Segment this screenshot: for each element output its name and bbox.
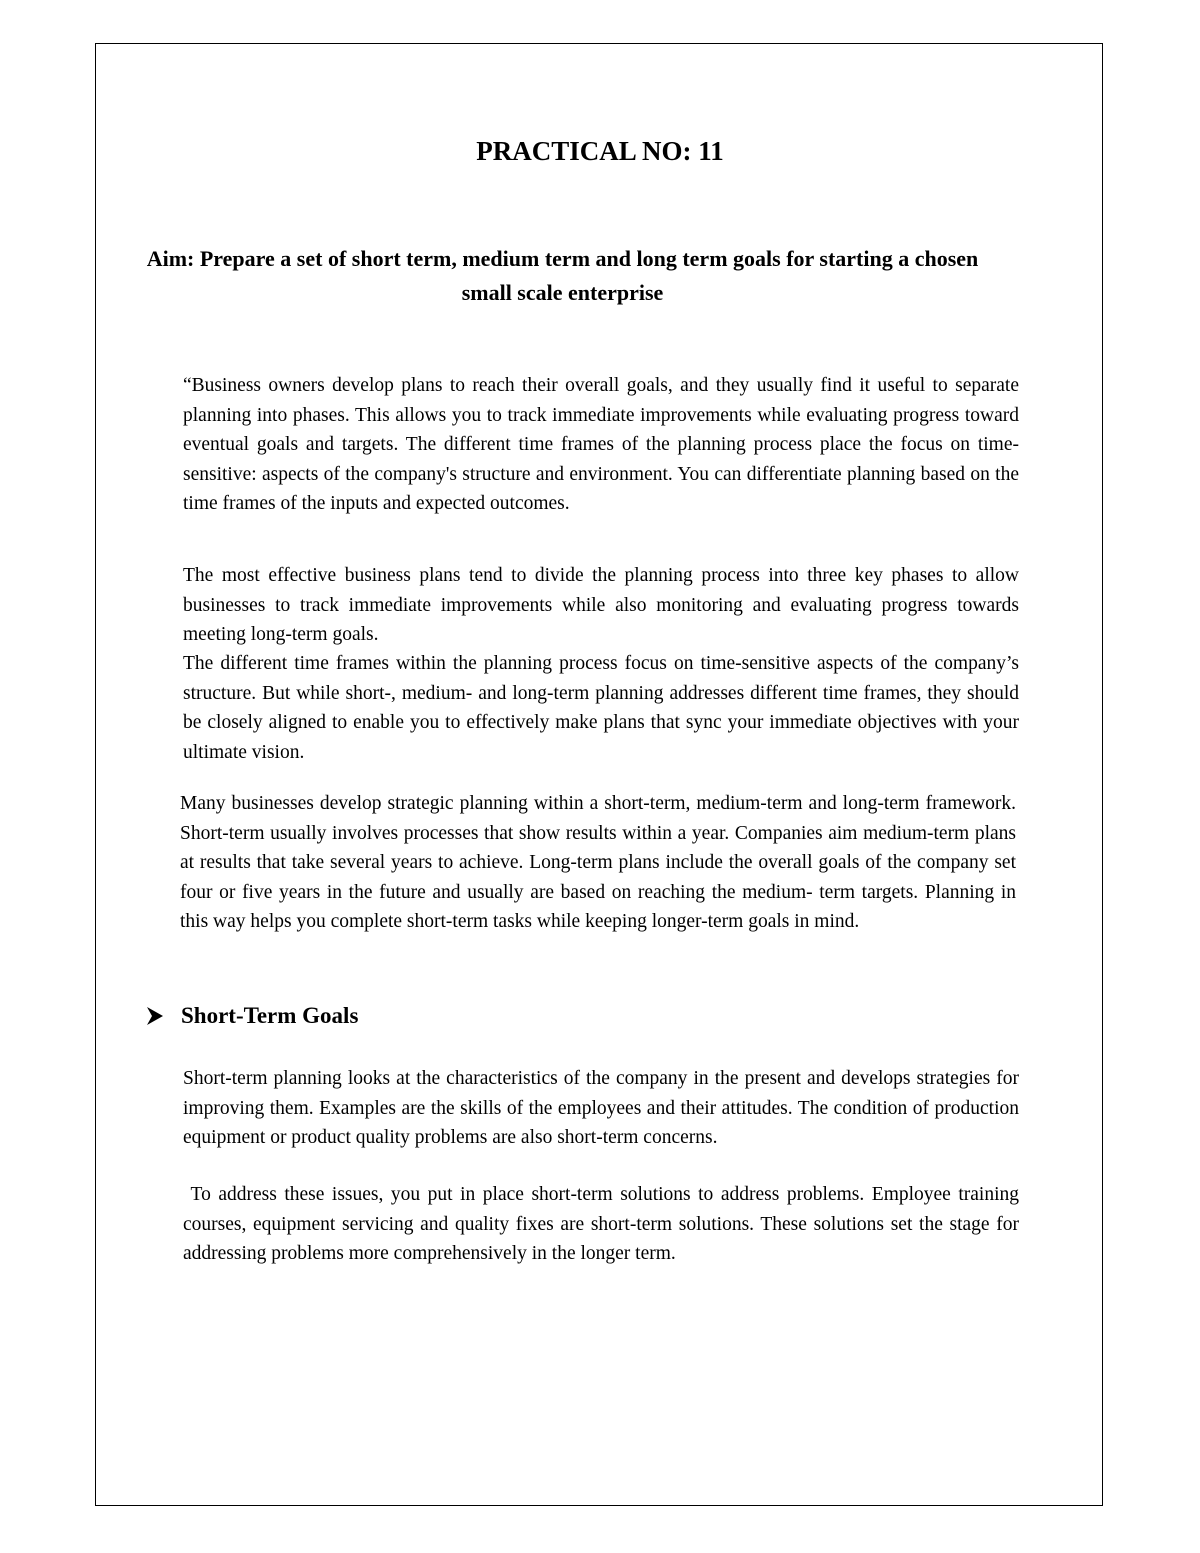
- page-title: PRACTICAL NO: 11: [476, 136, 724, 166]
- aim-statement: [140, 242, 985, 310]
- aim-text: Prepare a set of short term, medium term and long term goals for starting a chosen small scale enterprise: [194, 246, 979, 305]
- section-heading-text: Short-Term Goals: [181, 1003, 359, 1028]
- intro-paragraph-3: The different time frames within the planning process focus on time-sensitive aspects of the company’s structure. But while short-, medium- and long-term planning addresses different time frames, they should be closely aligned to enable you to effectively make plans that sync your immediate objectives with your ultimate vision.: [183, 653, 1019, 763]
- intro-paragraph-4: Many businesses develop strategic planning within a short-term, medium-term and long-term framework. Short-term usually involves processes that show results within a year. Companies aim medium-term plans at results that take several years to achieve. Long-term plans include the overall goals of the company set four or five years in the future and usually are based on reaching the medium- term targets. Planning in this way helps you complete short-term tasks while keeping longer-term goals in mind.: [180, 793, 1016, 932]
- aim-label: Aim:: [146, 246, 195, 271]
- arrowhead-bullet-icon: [145, 1006, 165, 1026]
- intro-paragraph-1: “Business owners develop plans to reach their overall goals, and they usually find it useful to separate planning into phases. This allows you to track immediate improvements while evaluating progress toward eventual goals and targets. The different time frames of the planning process place the focus on time-sensitive: aspects of the company's structure and environment. You can differentiate planning based on the time frames of the inputs and expected outcomes.: [183, 375, 1019, 514]
- short-term-paragraph-2: To address these issues, you put in place short-term solutions to address problems. Employee training courses, equipment servicing and quality fixes are short-term solutions. These solutions set the stage for addressing problems more comprehensively in the longer term.: [183, 1184, 1024, 1264]
- short-term-paragraph-1: Short-term planning looks at the characteristics of the company in the present and develops strategies for improving them. Examples are the skills of the employees and their attitudes. The condition of production equipment or product quality problems are also short-term concerns.: [183, 1068, 1019, 1148]
- intro-paragraph-2: The most effective business plans tend to divide the planning process into three key phases to allow businesses to track immediate improvements while also monitoring and evaluating progress towards meeting long-term goals.: [183, 565, 1019, 645]
- section-heading-short-term: [145, 1000, 358, 1032]
